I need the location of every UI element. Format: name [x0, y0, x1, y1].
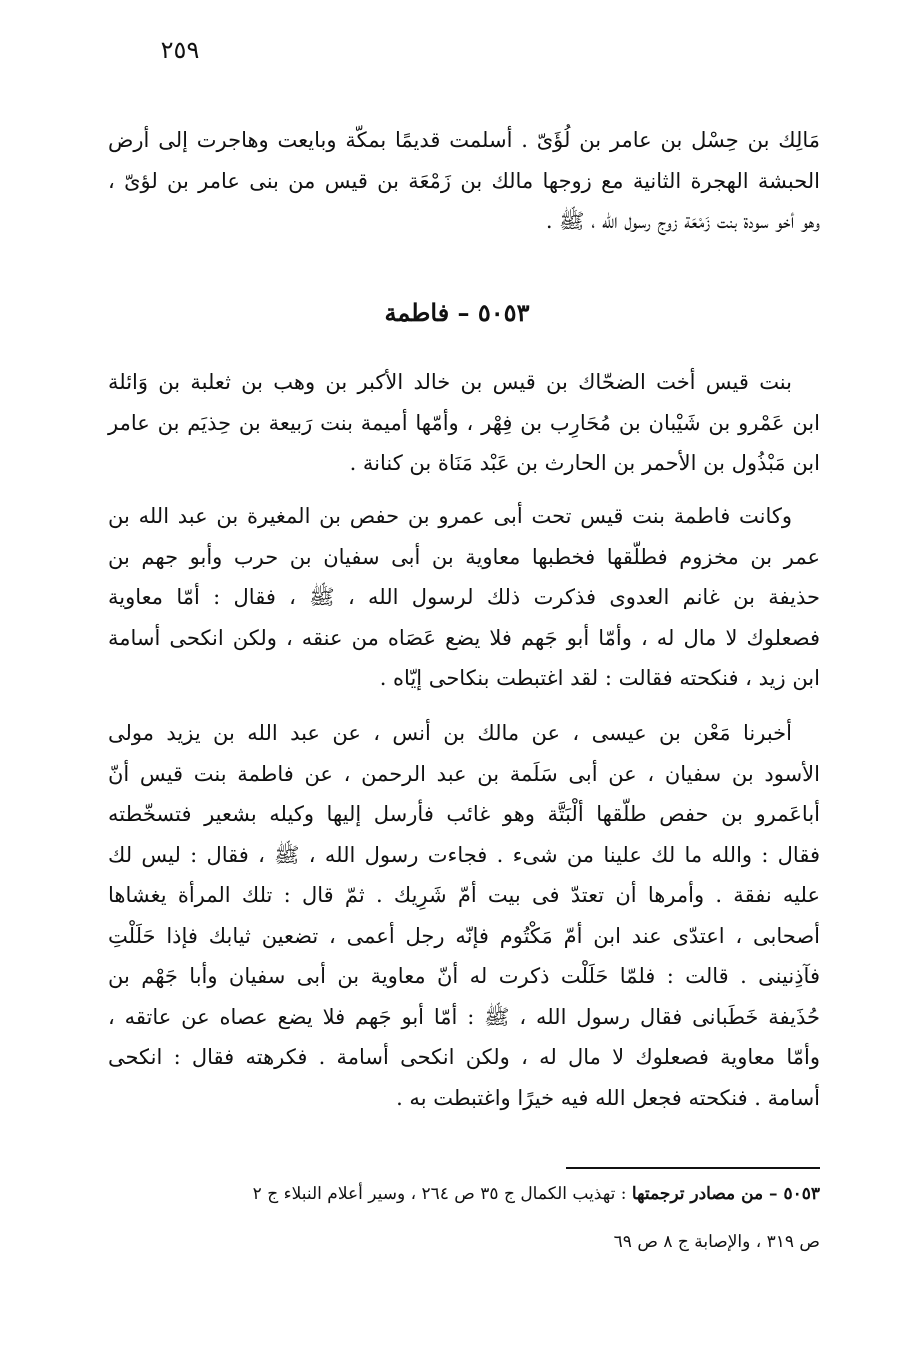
page-number: ٢٥٩	[160, 36, 200, 64]
text-line: ابن مَبْذُول بن الأحمر بن الحارث بن عَبْد مَنَاة بن كنانة .	[349, 451, 820, 475]
text-line: حذيفة بن غانم العدوى فذكرت ذلك لرسول الله ، ﷺ ، فقال : أمّا معاوية	[108, 585, 820, 609]
text-line: عمر بن مخزوم فطلّقها فخطبها معاوية بن أبى سفيان بن حرب وأبو جهم بن	[108, 544, 820, 569]
intro-paragraph	[108, 120, 820, 242]
footnote-divider	[566, 1167, 820, 1169]
text-line: عليه نفقة . وأمرها أن تعتدّ فى بيت أمّ شَرِيك . ثمّ قال : تلك المرأة يغشاها	[108, 883, 820, 907]
text-line: أصحابى ، اعتدّى عند ابن أمّ مَكْتُوم فإنّه رجل أعمى ، تضعين ثيابك فإذا حَلَلْتِ	[108, 923, 820, 948]
text-line: الحبشة الهجرة الثانية مع زوجها مالك بن زَمْعَة بن قيس من بنى عامر بن لؤىّ ،	[108, 168, 820, 193]
text-line: أباعَمرو بن حفص طلّقها ألْبَتَّة وهو غائب فأرسل إليها وكيله بشعير فتسخّطته	[108, 802, 820, 826]
text-line: وأمّا معاوية فصعلوك لا مال له ، ولكن انكحى أسامة . فكرهته فقال : انكحى	[108, 1045, 820, 1069]
footnote-line: ص ٣١٩ ، والإصابة ج ٨ ص ٦٩	[613, 1232, 820, 1252]
paragraph-lineage	[108, 362, 820, 484]
text-line: وهو أخو سودة بنت زَمْعَة زوج رسول الله ، ﷺ .	[545, 209, 820, 233]
text-line: الأسود بن سفيان ، عن أبى سَلَمة بن عبد الرحمن ، عن فاطمة بنت قيس أنّ	[108, 761, 820, 786]
footnote	[108, 1174, 820, 1262]
footnote-label: ٥٠٥٣ – من مصادر ترجمتها	[631, 1184, 820, 1204]
paragraph-marriage	[108, 496, 820, 699]
text-line: بنت قيس أخت الضحّاك بن قيس بن خالد الأكبر بن وهب بن ثعلبة بن وَائلة	[108, 370, 792, 394]
section-heading: ٥٠٥٣ – فاطمة	[384, 298, 530, 327]
text-line: فقال : والله ما لك علينا من شىء . فجاءت رسول الله ، ﷺ ، فقال : ليس لك	[108, 842, 820, 867]
text-line: فصعلوك لا مال له ، وأمّا أبو جَهم فلا يضع عَصَاه من عنقه ، ولكن انكحى أسامة	[108, 625, 820, 650]
text-line: ابن زيد ، فنكحته فقالت : لقد اغتبطت بنكاحى إيّاه .	[379, 666, 820, 690]
text-line: مَالِك بن حِسْل بن عامر بن لُؤَىّ . أسلمت قديمًا بمكّة وبايعت وهاجرت إلى أرض	[108, 128, 820, 152]
text-line: وكانت فاطمة بنت قيس تحت أبى عمرو بن حفص بن المغيرة بن عبد الله بن	[108, 504, 792, 528]
text-line: فآذِنينى . قالت : فلمّا حَلَلْت ذكرت له أنّ معاوية بن أبى سفيان وأبا جَهْم بن	[108, 964, 820, 988]
text-line: أسامة . فنكحته فجعل الله فيه خيرًا واغتبطت به .	[396, 1085, 820, 1110]
paragraph-narration	[108, 713, 820, 1118]
text-line: أخبرنا مَعْن بن عيسى ، عن مالك بن أنس ، عن عبد الله بن يزيد مولى	[108, 721, 792, 745]
footnote-text: : تهذيب الكمال ج ٣٥ ص ٢٦٤ ، وسير أعلام النبلاء ج ٢	[252, 1184, 627, 1204]
text-line: حُذَيفة خَطَبانى فقال رسول الله ، ﷺ : أمّا أبو جَهم فلا يضع عصاه عن عاتقه ،	[108, 1004, 820, 1029]
text-line: ابن عَمْرو بن شَيْبان بن مُحَارِب بن فِهْر ، وأمّها أميمة بنت رَبيعة بن حِذيَم بن عامر	[108, 410, 820, 435]
footnote-line	[108, 1174, 820, 1214]
